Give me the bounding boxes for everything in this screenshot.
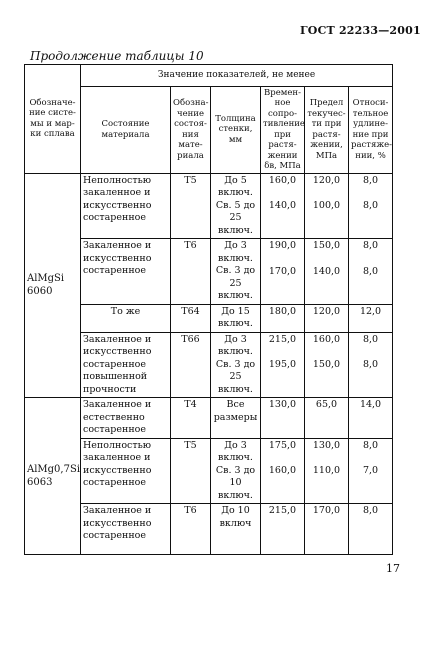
strength-cell: 160,0 140,0 [261,173,305,239]
thickness-cell: До 15 включ. [211,304,261,332]
yield-cell: 150,0 140,0 [305,239,349,305]
table-row [25,173,393,239]
table-row [25,504,393,555]
header-state: Состояние материала [81,86,171,173]
table-row [25,304,393,332]
properties-table [24,64,393,555]
yield-cell: 120,0 [305,304,349,332]
elongation-cell: 14,0 [349,398,393,439]
state-cell: Закаленное и искусственно состаренное [81,239,171,305]
strength-cell: 175,0 160,0 [261,438,305,504]
elongation-cell: 8,0 8,0 [349,173,393,239]
yield-cell: 120,0 100,0 [305,173,349,239]
state-cell: Неполностью закаленное и искусственно состаренное [81,438,171,504]
standard-header: ГОСТ 22233—2001 [300,24,421,37]
code-cell: Т66 [171,332,211,398]
thickness-cell: До 3 включ. Св. 3 до 10 включ. [211,438,261,504]
table-row [25,332,393,398]
table-row [25,398,393,439]
elongation-cell: 12,0 [349,304,393,332]
alloy-cell: AlMgSi 6060 [25,173,81,398]
elongation-cell: 8,0 7,0 [349,438,393,504]
strength-cell: 215,0 [261,504,305,555]
header-group: Значение показателей, не менее [81,65,393,87]
code-cell: Т5 [171,438,211,504]
code-cell: Т6 [171,504,211,555]
header-yield: Предел текучес-ти при растя-жении, МПа [305,86,349,173]
header-code: Обозна-чение состоя-ния мате-риала [171,86,211,173]
table-row [25,239,393,305]
elongation-cell: 8,0 [349,504,393,555]
yield-cell: 65,0 [305,398,349,439]
state-cell: Неполностью закаленное и искусственно состаренное [81,173,171,239]
thickness-cell: Все размеры [211,398,261,439]
code-cell: Т5 [171,173,211,239]
thickness-cell: До 10 включ [211,504,261,555]
table-caption: Продолжение таблицы 10 [30,49,204,63]
yield-cell: 130,0 110,0 [305,438,349,504]
state-cell: Закаленное и искусственно состаренное [81,504,171,555]
page-number: 17 [386,562,400,575]
header-alloy: Обозначе-ние систе-мы и мар-ки сплава [25,65,81,174]
code-cell: Т6 [171,239,211,305]
state-cell: Закаленное и искусственно состаренное повышенной прочности [81,332,171,398]
state-cell: Закаленное и естественно состаренное [81,398,171,439]
thickness-cell: До 5 включ. Св. 5 до 25 включ. [211,173,261,239]
header-strength: Времен-ное сопро-тивление при растя-жении δв, МПа [261,86,305,173]
strength-cell: 215,0 195,0 [261,332,305,398]
yield-cell: 160,0 150,0 [305,332,349,398]
state-cell: То же [81,304,171,332]
code-cell: Т4 [171,398,211,439]
header-elongation: Относи-тельное удлине-ние при растяже-нии, % [349,86,393,173]
thickness-cell: До 3 включ. Св. 3 до 25 включ. [211,332,261,398]
strength-cell: 130,0 [261,398,305,439]
code-cell: Т64 [171,304,211,332]
thickness-cell: До 3 включ. Св. 3 до 25 включ. [211,239,261,305]
elongation-cell: 8,0 8,0 [349,239,393,305]
strength-cell: 180,0 [261,304,305,332]
header-thickness: Толщина стенки, мм [211,86,261,173]
elongation-cell: 8,0 8,0 [349,332,393,398]
alloy-cell: AlMg0,7Si 6063 [25,398,81,555]
yield-cell: 170,0 [305,504,349,555]
strength-cell: 190,0 170,0 [261,239,305,305]
